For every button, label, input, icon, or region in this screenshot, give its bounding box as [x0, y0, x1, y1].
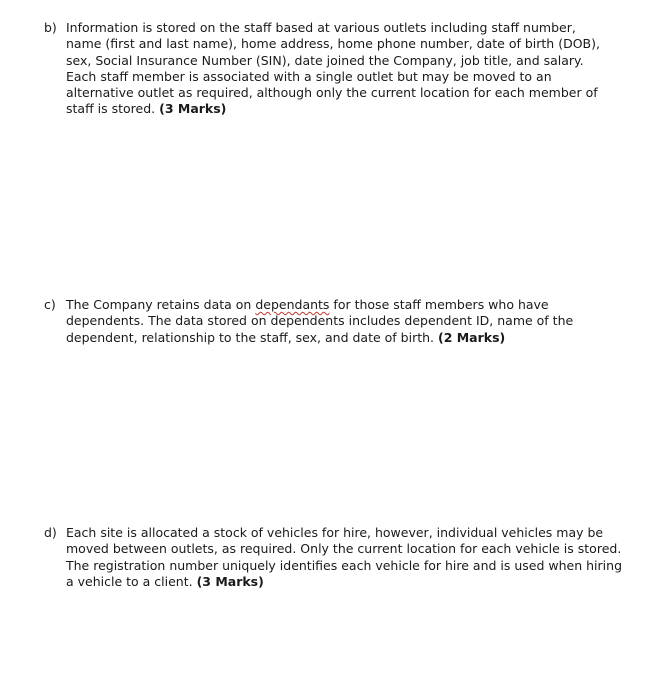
question-text: [66, 525, 626, 590]
text-line: [66, 297, 626, 313]
text-fragment: for those staff members who have: [329, 297, 549, 312]
marks-label: (2 Marks): [437, 329, 506, 345]
question-label: d): [44, 525, 57, 540]
text-line: alternative outlet as required, although only the current location for each member of: [66, 85, 598, 101]
text-line: The registration number uniquely identifies each vehicle for hire and is used when hiring: [66, 557, 622, 573]
text-line: Information is stored on the staff based at various outlets including staff number,: [66, 20, 576, 35]
text-line-last: [66, 101, 626, 117]
text-fragment: dependent, relationship to the staff, sex, and date of birth.: [66, 329, 438, 345]
text-line: sex, Social Insurance Number (SIN), date joined the Company, job title, and salary.: [66, 52, 584, 68]
text-fragment: a vehicle to a client.: [66, 573, 197, 589]
question-label: b): [44, 20, 57, 35]
question-label: c): [44, 297, 56, 312]
text-line: Each site is allocated a stock of vehicles for hire, however, individual vehicles may be: [66, 525, 604, 540]
question-text: [66, 20, 626, 118]
text-fragment: The Company retains data on: [66, 297, 256, 312]
text-line: name (first and last name), home address, home phone number, date of birth (DOB),: [66, 36, 600, 52]
spellcheck-flagged-word[interactable]: dependants: [255, 297, 330, 312]
question-text: [66, 297, 626, 346]
text-fragment: staff is stored.: [66, 101, 160, 117]
text-line: Each staff member is associated with a single outlet but may be moved to an: [66, 68, 552, 84]
text-line: dependents. The data stored on dependents includes dependent ID, name of the: [66, 313, 574, 329]
marks-label: (3 Marks): [159, 101, 227, 117]
text-line-last: [66, 574, 626, 590]
text-line: moved between outlets, as required. Only the current location for each vehicle is stored.: [66, 541, 622, 557]
text-line-last: [66, 330, 626, 346]
marks-label: (3 Marks): [196, 573, 264, 589]
